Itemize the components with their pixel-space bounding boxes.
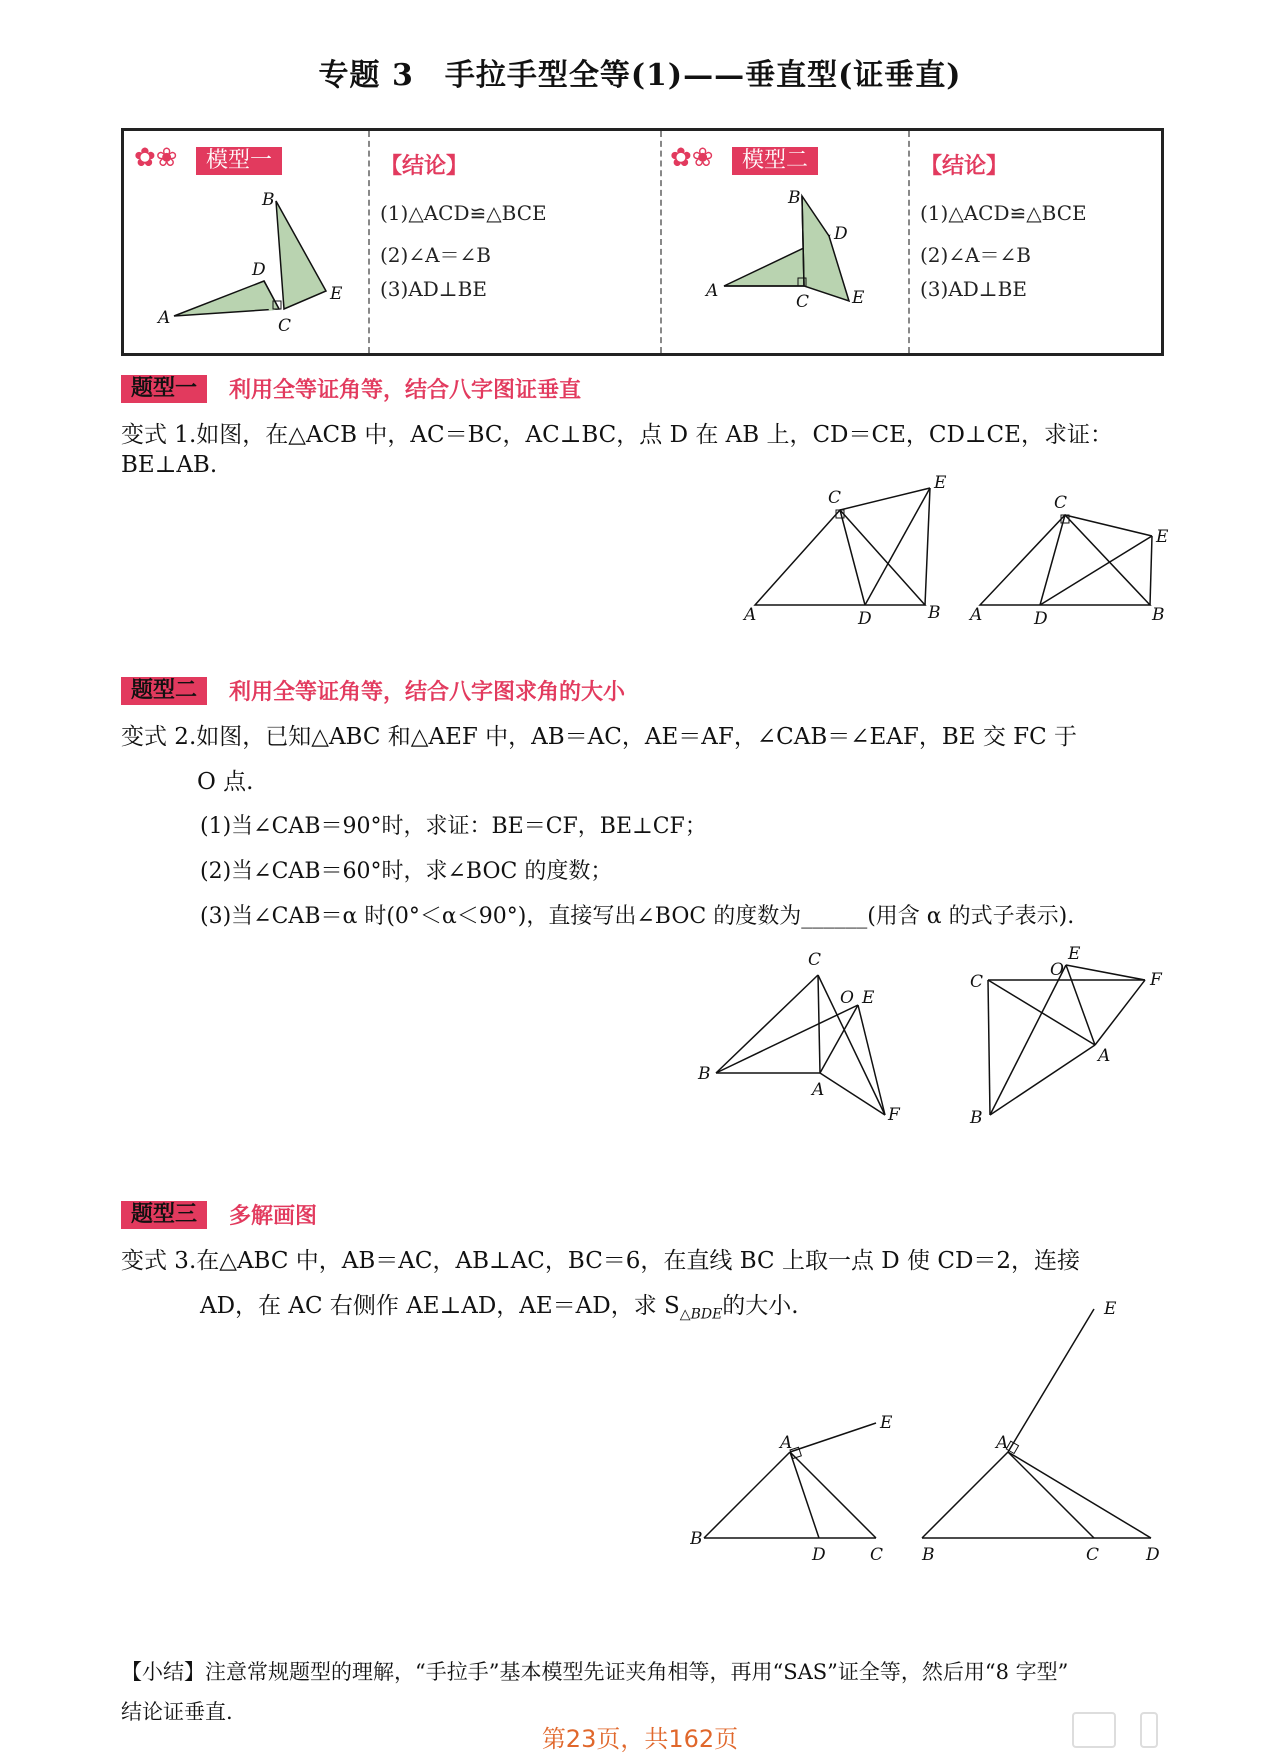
problem-2-line-2: O 点. [197,769,254,795]
problem-2-sub-3: (3)当∠CAB＝α 时(0°＜α＜90°)，直接写出∠BOC 的度数为______(用含 α 的式子表示). [200,904,1075,929]
f1b-label-E: E [1156,527,1169,547]
model-2-conclusion-head: 【结论】 [920,154,1009,179]
problem-3-line-1: 变式 3.在△ABC 中，AB＝AC，AB⊥AC，BC＝6，在直线 BC 上取一点 D 使 CD＝2，连接 [121,1248,1081,1274]
problem-3-subscript: △BDE [679,1306,723,1323]
problem-1-figures [740,470,1180,630]
f2b-label-F: F [1150,970,1162,990]
m1-label-B: B [262,190,275,210]
section-2-tag: 题型二 [121,677,207,705]
f2b-label-C: C [970,972,984,992]
f3b-label-D: D [1146,1545,1160,1565]
model-2-figure [684,181,904,351]
f3a-label-C: C [870,1545,884,1565]
f1a-label-C: C [828,488,842,508]
m1-label-A: A [158,308,171,328]
f3a-label-D: D [812,1545,826,1565]
model-2-conclusion-3: (3)AD⊥BE [920,277,1027,301]
m2-label-C: C [796,292,810,312]
f1b-label-D: D [1034,609,1048,629]
f1a-label-D: D [858,609,872,629]
section-3-tag: 题型三 [121,1201,207,1229]
f2b-label-E: E [1068,945,1081,964]
model-2-conclusion-1: (1)△ACD≌△BCE [920,201,1087,225]
f2b-label-O: O [1050,960,1064,980]
m1-label-D: D [252,260,266,280]
m1-label-E: E [330,284,343,304]
summary-line-1: 【小结】注意常规题型的理解，“手拉手”基本模型先证夹角相等，再用“SAS”证全等，然后用“8 字型” [121,1660,1069,1684]
model-1-figure [144,181,364,351]
model-box [121,128,1164,356]
scroll-indicator-end[interactable] [1140,1712,1158,1748]
f2a-label-O: O [840,988,854,1008]
summary-line-2: 结论证垂直. [121,1700,233,1724]
f3b-label-B: B [922,1545,935,1565]
model-2-tag: 模型二 [732,147,818,175]
model-1-conclusion-3: (3)AD⊥BE [380,277,487,301]
flower-icon: ✿❀ [134,143,178,173]
section-1-header [121,373,581,404]
f2a-label-C: C [808,950,822,970]
m2-label-B: B [788,188,801,208]
f1a-label-A: A [744,605,757,625]
m2-label-D: D [834,224,848,244]
problem-2-sub-1: (1)当∠CAB＝90°时，求证：BE＝CF，BE⊥CF； [200,814,707,839]
f3a-label-B: B [690,1529,703,1549]
f1b-label-C: C [1054,493,1068,513]
f1b-label-A: A [970,605,983,625]
section-3-title: 多解画图 [229,1204,318,1229]
f1a-label-B: B [928,603,941,623]
page-footer: 第23页，共162页 [541,1725,739,1753]
f3b-label-A: A [996,1433,1009,1453]
section-1-title: 利用全等证角等，结合八字图证垂直 [229,378,582,403]
problem-2-figures [690,945,1180,1130]
section-1-tag: 题型一 [121,375,207,403]
scroll-indicator[interactable] [1072,1712,1116,1748]
f1b-label-B: B [1152,605,1165,625]
f2a-label-A: A [812,1080,825,1100]
section-2-header [121,675,625,706]
model-1-conclusion-head: 【结论】 [380,154,469,179]
f3b-label-C: C [1086,1545,1100,1565]
f2b-label-A: A [1098,1046,1111,1066]
model-1-conclusion-2: (2)∠A＝∠B [380,243,491,267]
flower-icon: ✿❀ [670,143,714,173]
m2-label-E: E [852,288,865,308]
problem-3-line-2-text: AD，在 AC 右侧作 AE⊥AD，AE＝AD，求 S [200,1293,680,1319]
f2b-label-B: B [970,1108,983,1128]
m1-label-C: C [278,316,292,336]
model-1-tag: 模型一 [196,147,282,175]
problem-3-figures [690,1300,1180,1570]
f2a-label-E: E [862,988,875,1008]
section-3-header [121,1199,317,1230]
f3a-label-A: A [780,1433,793,1453]
m2-label-A: A [706,281,719,301]
f1a-label-E: E [934,473,947,493]
f2a-label-F: F [888,1105,900,1125]
section-2-title: 利用全等证角等，结合八字图求角的大小 [229,680,626,705]
model-1-conclusion-1: (1)△ACD≌△BCE [380,201,547,225]
problem-3-tail: 的大小. [722,1293,799,1319]
f2a-label-B: B [698,1064,711,1084]
problem-2-line-1: 变式 2.如图，已知△ABC 和△AEF 中，AB＝AC，AE＝AF，∠CAB＝∠EAF，BE 交 FC 于 [121,724,1078,750]
f3b-label-E: E [1104,1300,1117,1319]
f3a-label-E: E [880,1413,893,1433]
model-2-conclusion-2: (2)∠A＝∠B [920,243,1031,267]
page-title: 专题 3 手拉手型全等(1)——垂直型(证垂直) [318,58,962,93]
problem-2-sub-2: (2)当∠CAB＝60°时，求∠BOC 的度数； [200,859,613,884]
problem-1: 变式 1.如图，在△ACB 中，AC＝BC，AC⊥BC，点 D 在 AB 上，CD＝CE，CD⊥CE，求证：BE⊥AB. [121,422,1113,478]
